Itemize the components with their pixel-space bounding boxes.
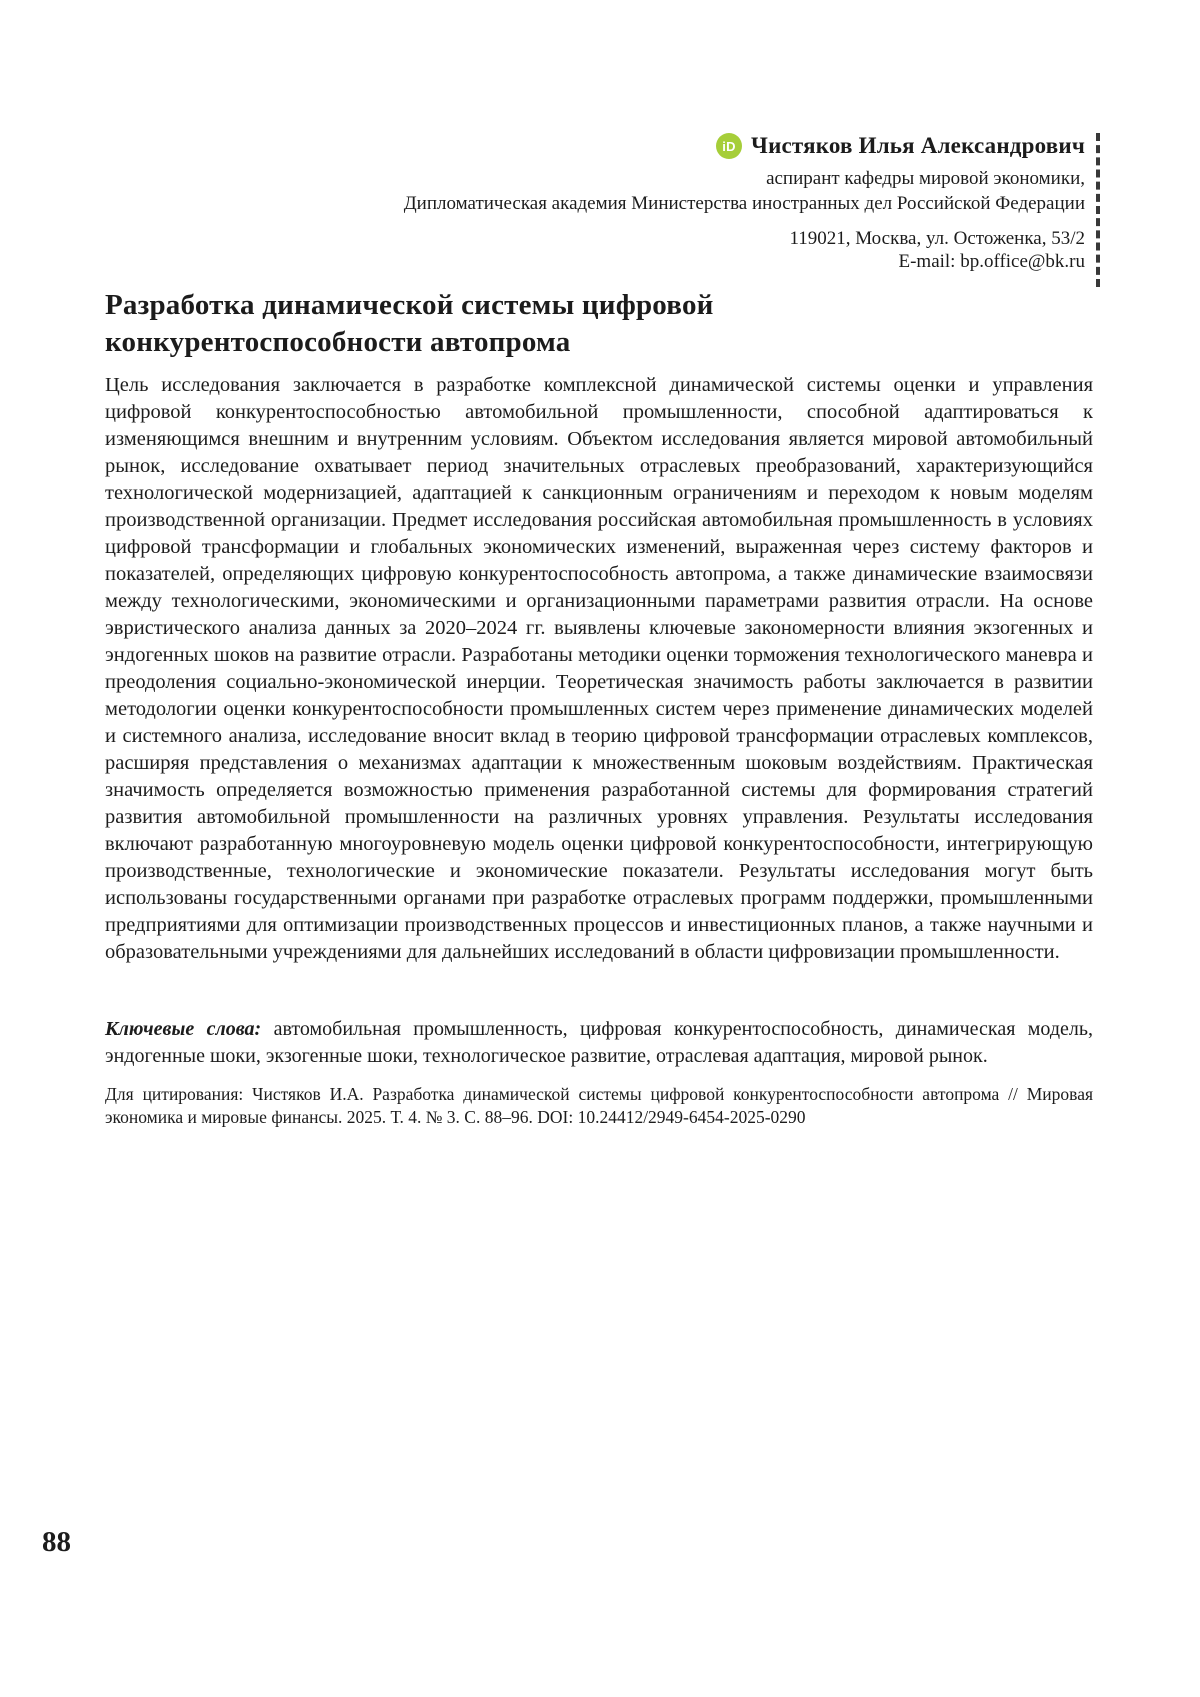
article-title-line-1: Разработка динамической системы цифровой: [105, 289, 714, 321]
orcid-icon[interactable]: iD: [716, 133, 742, 159]
page-number: 88: [42, 1526, 71, 1558]
citation-text: Чистяков И.А. Разработка динамической системы цифровой конкурентоспособности автопрома // Мировая экономика и мировые финансы. 2025. Т. 4. № 3. С. 88–96. DOI: 10.24412/2949-6454-2025-0290: [105, 1084, 1094, 1127]
article-title-line-2: конкурентоспособности автопрома: [105, 326, 571, 358]
author-address: 119021, Москва, ул. Остоженка, 53/2: [789, 228, 1085, 249]
author-contact-block: [404, 227, 1085, 273]
abstract-text: Цель исследования заключается в разработке комплексной динамической системы оценки и управления цифровой конкурентоспособностью автомобильной промышленности, способной адаптироваться к изменяющимся внешним и внутренним условиям. Объектом исследования является мировой автомобильный рынок, исследование охватывает период значительных отраслевых преобразований, характеризующийся технологической модернизацией, адаптацией к санкционным ограничениям и переходом к новым моделям производственной организации. Предмет исследования российская автомобильная промышленность в условиях цифровой трансформации и глобальных экономических изменений, выраженная через систему факторов и показателей, определяющих цифровую конкурентоспособность автопрома, а также динамические взаимосвязи между технологическими, экономическими и организационными параметрами развития отрасли. На основе эвристического анализа данных за 2020–2024 гг. выявлены ключевые закономерности влияния экзогенных и эндогенных шоков на развитие отрасли. Разработаны методики оценки торможения технологического маневра и преодоления социально-экономической инерции. Теоретическая значимость работы заключается в развитии методологии оценки конкурентоспособности промышленных систем через применение динамических моделей и системного анализа, исследование вносит вклад в теорию цифровой трансформации отраслевых комплексов, расширяя представления о механизмах адаптации к множественным шоковым воздействиям. Практическая значимость определяется возможностью применения разработанной системы для формирования стратегий развития автомобильной промышленности на различных уровнях управления. Результаты исследования включают разработанную многоуровневую модель оценки цифровой конкурентоспособности, интегрирующую производственные, технологические и экономические показатели. Результаты исследования могут быть использованы государственными органами при разработке отраслевых программ поддержки, промышленными предприятиями для оптимизации производственных процессов и инвестиционных планов, а также научными и образовательными учреждениями для дальнейших исследований в области цифровизации промышленности.: [105, 374, 1093, 963]
author-email: E-mail: bp.office@bk.ru: [898, 251, 1085, 272]
article-title: [105, 287, 714, 361]
author-block: [404, 133, 1100, 287]
author-name: Чистяков Илья Александрович: [750, 133, 1085, 158]
citation-label: Для цитирования:: [105, 1084, 244, 1104]
author-position: аспирант кафедры мировой экономики,: [766, 168, 1085, 189]
keywords-text: автомобильная промышленность, цифровая конкурентоспособность, динамическая модель, эндогенные шоки, экзогенные шоки, технологическое развитие, отраслевая адаптация, мировой рынок.: [105, 1018, 1094, 1067]
author-affiliation: Дипломатическая академия Министерства иностранных дел Российской Федерации: [403, 193, 1085, 214]
author-affiliation-block: [404, 166, 1085, 216]
keywords-block: [105, 1016, 1093, 1070]
citation-block: [105, 1083, 1093, 1128]
author-name-row: [404, 133, 1085, 159]
keywords-label: Ключевые слова:: [105, 1018, 262, 1040]
